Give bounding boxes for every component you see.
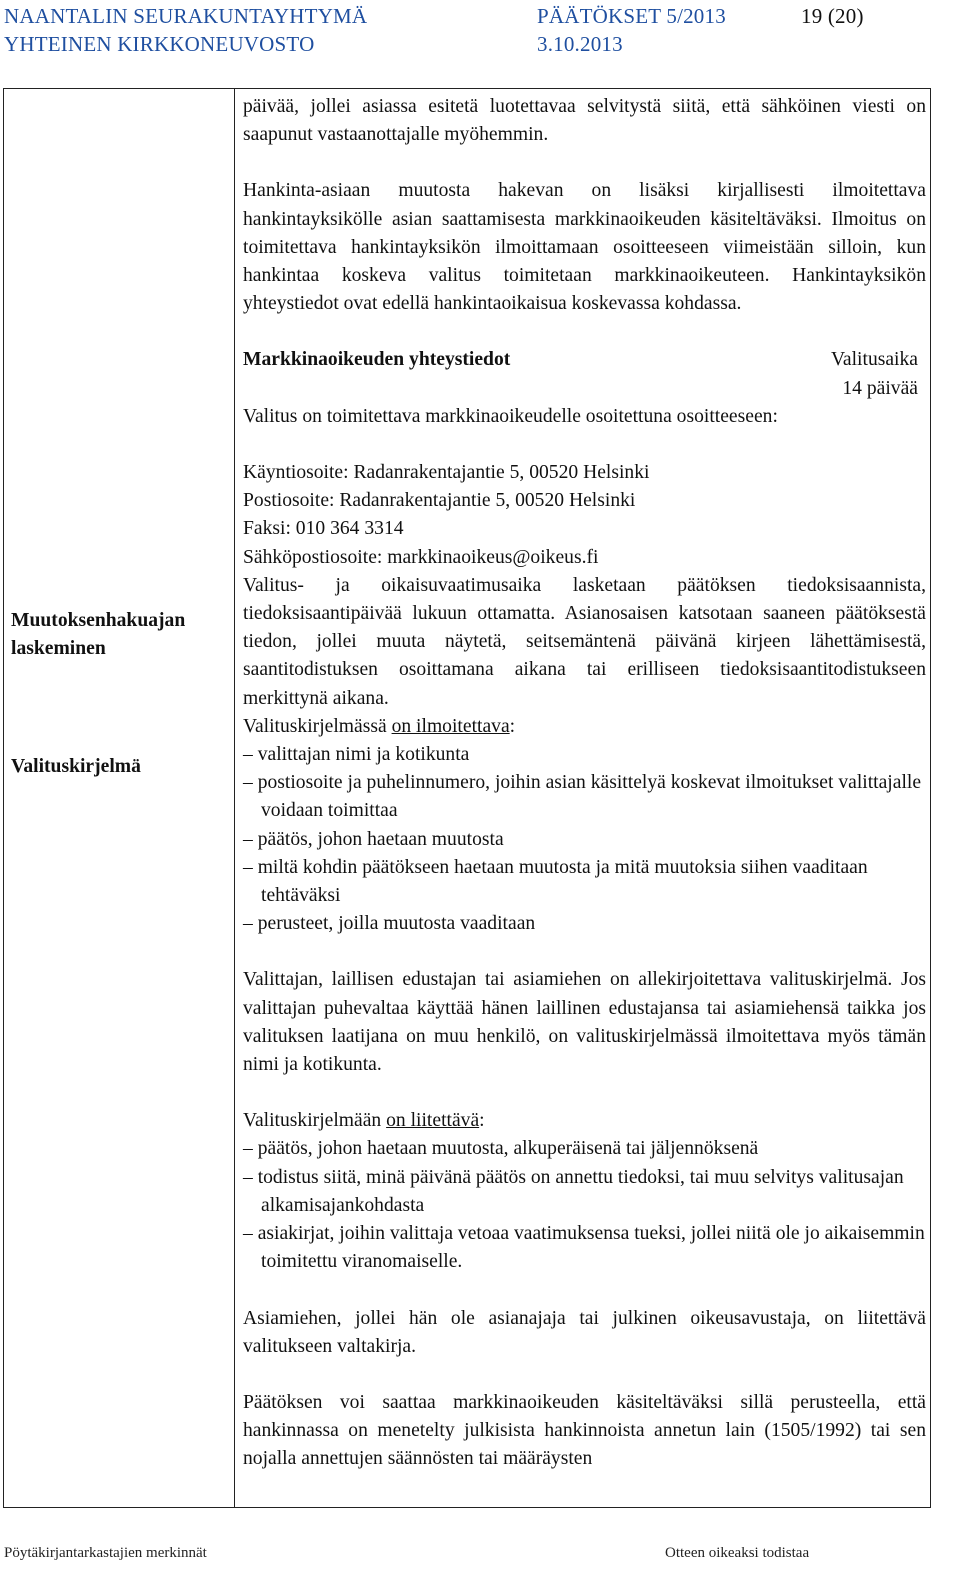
- paragraph-signature: Valittajan, laillisen edustajan tai asiamiehen on allekirjoitettava valituskirjelmä. Jos valittajan puhevaltaa käyttää hänen laillinen edustajansa tai asiamiehensä taikka jos valituksen laatijana on muu henkilö, on valituskirjelmässä ilmoitettava myös tämän nimi ja kotikunta.: [243, 969, 926, 1076]
- letter-label: Valituskirjelmä: [11, 756, 141, 777]
- list-item: – todistus siitä, minä päivänä päätös on annettu tiedoksi, tai muu selvitys valitusajan alkamisajankohdasta: [243, 1166, 904, 1216]
- footer-left: Pöytäkirjantarkastajien merkinnät: [4, 1545, 207, 1561]
- doc-title: PÄÄTÖKSET 5/2013: [537, 4, 726, 28]
- paragraph-email-receipt: päivää, jollei asiassa esitetä luotettavaa selvitystä siitä, että sähköinen viesti on saapunut vastaanottajalle myöhemmin.: [243, 96, 926, 146]
- paragraph-notify-unit: Hankinta-asiaan muutosta hakevan on lisäksi kirjallisesti ilmoitettava hankintayksikölle asian saattamisesta markkinaoikeuden käsiteltäväksi. Ilmoitus on toimitettava hankintayksikön ilmoittamaan osoitteeseen viimeistään silloin, kun hankintaa koskeva valitus toimitetaan markkinaoikeuteen. Hankintayksikön yhteystiedot ovat edellä hankintaoikaisua koskevassa kohdassa.: [243, 180, 926, 315]
- list-item: – postiosoite ja puhelinnumero, joihin asian käsittelyä koskevat ilmoitukset valittajalle voidaan toimittaa: [243, 772, 922, 822]
- visit-address: Käyntiosoite: Radanrakentajantie 5, 00520 Helsinki: [243, 462, 650, 484]
- main-text: [243, 93, 926, 1474]
- column-divider: [234, 89, 235, 1507]
- letter-intro: Valituskirjelmässä on ilmoitettava:: [243, 715, 516, 737]
- list-item: – miltä kohdin päätökseen haetaan muutosta ja mitä muutoksia siihen vaaditaan tehtäväksi: [243, 856, 868, 907]
- market-court-heading-row: [243, 346, 926, 374]
- doc-date: 3.10.2013: [537, 32, 623, 56]
- council-name: YHTEINEN KIRKKONEUVOSTO: [4, 32, 315, 56]
- footer-right: Otteen oikeaksi todistaa: [665, 1545, 810, 1561]
- postal-address: Postiosoite: Radanrakentajantie 5, 00520 Helsinki: [243, 490, 636, 512]
- content-frame: [3, 88, 931, 1508]
- attach-intro: Valituskirjelmään on liitettävä:: [243, 1110, 485, 1132]
- appeal-time-value: 14 päivää: [842, 377, 918, 399]
- list-item: – perusteet, joilla muutosta vaaditaan: [243, 913, 536, 935]
- list-item: – päätös, johon haetaan muutosta: [243, 828, 504, 850]
- list-item: – asiakirjat, joihin valittaja vetoaa vaatimuksensa tueksi, jollei niitä ole jo aikaisemmin toimitettu viranomaiselle.: [243, 1223, 925, 1273]
- list-item: – päätös, johon haetaan muutosta, alkuperäisenä tai jäljennöksenä: [243, 1138, 759, 1160]
- appeal-time-label: Valitusaika: [830, 349, 918, 371]
- list-item: – valittajan nimi ja kotikunta: [243, 744, 470, 766]
- calc-label: Muutoksenhakuajan laskeminen: [11, 610, 186, 660]
- page-number: 19 (20): [801, 4, 864, 28]
- fax-number: Faksi: 010 364 3314: [243, 518, 404, 540]
- paragraph-power-of-attorney: Asiamiehen, jollei hän ole asianajaja tai julkinen oikeusavustaja, on liitettävä valitukseen valtakirja.: [243, 1307, 926, 1357]
- paragraph-market-court-grounds: Päätöksen voi saattaa markkinaoikeuden käsiteltäväksi sillä perusteella, että hankinnassa on menetelty julkisista hankinnoista annetun lain (1505/1992) tai sen nojalla annettujen säännösten tai määräysten: [243, 1391, 926, 1470]
- market-court-heading: Markkinaoikeuden yhteystiedot: [243, 349, 511, 371]
- org-name: NAANTALIN SEURAKUNTAYHTYMÄ: [4, 4, 368, 28]
- paragraph-appeal-calculation: Valitus- ja oikaisuvaatimusaika lasketaan päätöksen tiedoksisaannista, tiedoksisaantipäivää lukuun ottamatta. Asianosaisen katsotaan saaneen päätöksestä tiedon, jollei muuta näytetä, seitsemäntenä päivänä kirjeen lähettämisestä, saantitodistuksen osoittamana aikana tai erilliseen tiedoksisaantitodistukseen merkittynä aikana.: [243, 574, 926, 709]
- delivery-line: Valitus on toimitettava markkinaoikeudelle osoitettuna osoitteeseen:: [243, 405, 778, 427]
- email-address: Sähköpostiosoite: markkinaoikeus@oikeus.fi: [243, 546, 599, 568]
